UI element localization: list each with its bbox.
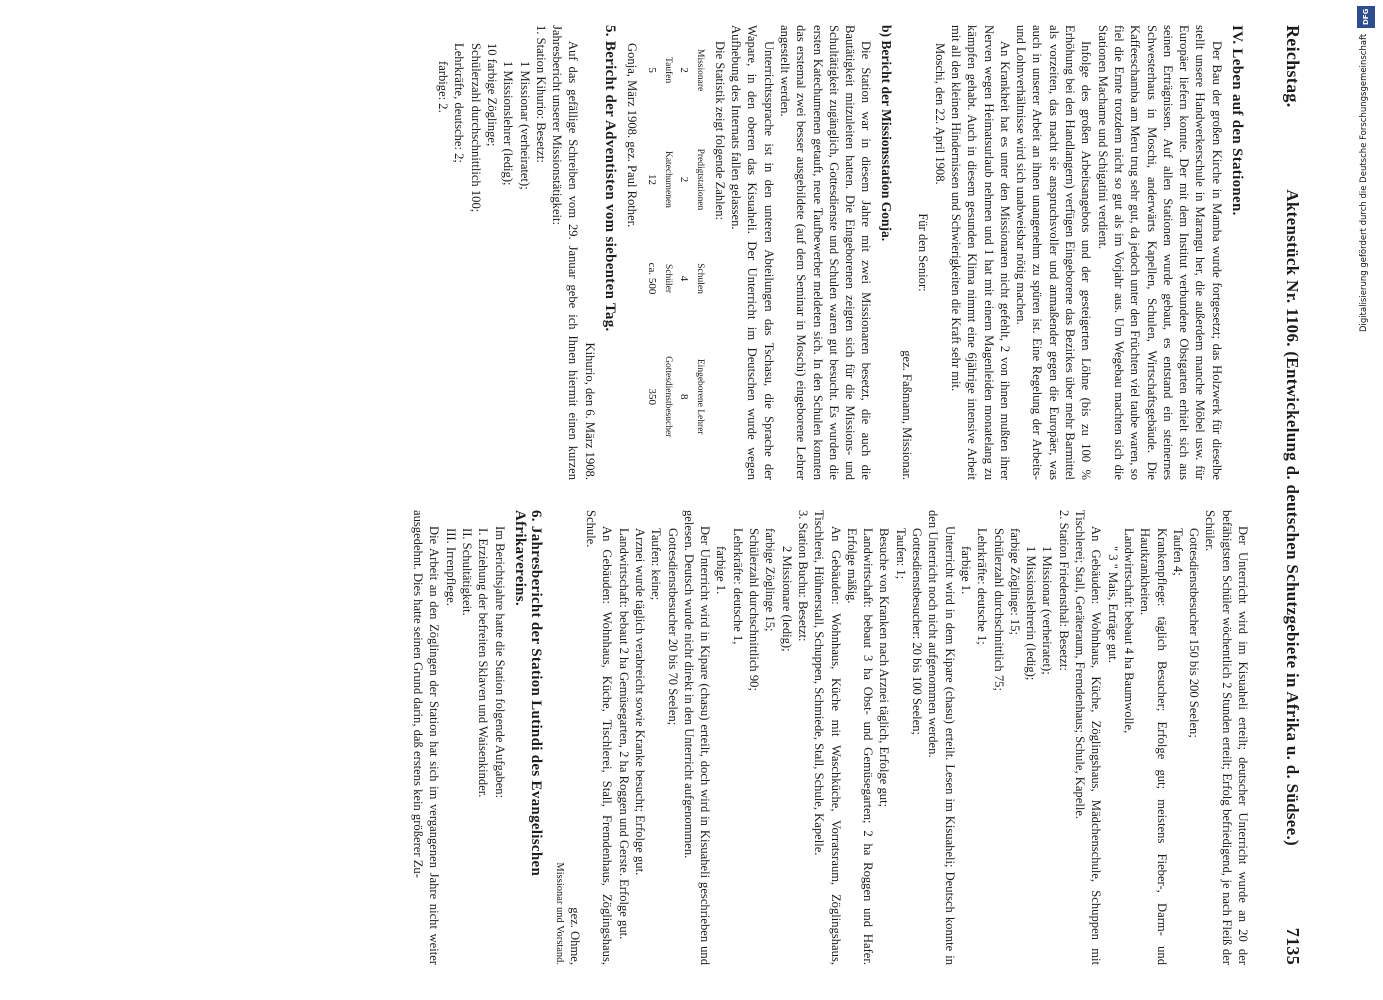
station-line: 3. Station Buchu: Besetzt: — [795, 510, 810, 642]
section-iv-heading: IV. Leben auf den Stationen. — [1229, 25, 1245, 216]
stat-label: Predigtstationen — [695, 148, 706, 211]
paragraph: Unterricht wird in dem Kipare (chasu) erteilt. Lesen im Kisuaheli; Deutsch konnte in den Unterricht noch nicht aufgenommen werden. — [926, 510, 957, 965]
dfg-logo: DFG — [1357, 6, 1375, 28]
list-item: Krankenpflege: täglich Besucher; Erfolge gut; meistens Fieber-, Darm- und Hautkrankheiten. — [1138, 528, 1169, 965]
dateline-signature: Gonja, März 1908. gez. Paul Rother. — [625, 43, 640, 228]
paragraph: Unterrichtssprache ist in den unteren Abteilungen das Tschasu, die Sprache der Wapare, in den oberen das Kisuaheli. Der Unterricht im Deutschen wurde wegen Aufhebung des Internats fallen gelassen. — [729, 25, 776, 480]
stat-value: 12 — [645, 173, 658, 185]
list-item: III. Irrenpflege. — [443, 528, 458, 606]
page-number: 7135 — [1283, 927, 1303, 965]
paragraph: Der Unterricht wird in Kipare (chasu) erteilt, doch wird in Kisuaheli geschrieben und gelesen. Deutsch wurde nicht direkt in den Unterricht aufgenommen. — [681, 510, 713, 965]
header-left: Reichstag. — [1283, 25, 1303, 108]
dateline: Moschi, den 22. April 1908. — [932, 43, 947, 185]
list-item: Taufen: keine; — [649, 528, 664, 601]
left-column — [56, 25, 1251, 480]
stat-value: ca. 500 — [645, 262, 658, 295]
stat-label: Schüler — [662, 264, 673, 294]
list-item: farbige 1. — [714, 546, 729, 595]
section-6-heading: 6. Jahresbericht der Station Lutindi des Evangelischen Afrikavereins. — [511, 510, 545, 877]
header-title: Aktenstück Nr. 1106. (Entwickelung d. deutschen Schutzgebiete in Afrika u. d. Südsee.) — [1283, 189, 1302, 846]
list-item: Arznei wurde täglich verabreicht sowie Kranke besucht; Erfolge gut. — [633, 528, 648, 876]
stat-value: 350 — [645, 388, 658, 405]
list-item: Landwirtschaft: bebaut 3 ha Obst- und Gemüsegarten; 2 ha Roggen und Hafer. Erfolge mäßig. — [844, 528, 876, 965]
paragraph: Der Bau der großen Kirche in Mamba wurde fortgesetzt; das Holzwerk für dieselbe stellt unsere Handwerkerschule in Marangu her, die außerdem manche Möbel usw. für Europäer liefern konnte. Der mit dem Institut verbundene Obstgarten erhielt sich aus seinen Erträgnissen. Auf allen Stationen wurde gebaut, es entstand ein steinernes Schwesterhaus in Moschi, anderwärts Kapellen, Schulen, Wirtschaftsgebäude. Die Kaffeeschamba am Meru trug sehr gut, da jedoch unter den Früchten viel taube waren, so fiel die Ernte trotzdem nicht so gut als im Vorjahr aus. Um Wegebau machten sich die Stationen Machame und Schigatini verdient. — [1095, 25, 1224, 480]
list-item: " 3 " Mais, Erträge gut. — [1105, 546, 1120, 663]
stat-label: Taufen — [662, 57, 673, 84]
page-header — [1263, 25, 1303, 965]
station-line: 1. Station Kihurio: Besetzt: — [533, 25, 548, 163]
paragraph: Die Statistik zeigt folgende Zahlen: — [712, 41, 727, 221]
list-item: Schülerzahl durchschnittlich 75; — [991, 528, 1006, 691]
stat-label: Missionare — [695, 49, 706, 92]
station-line: 2. Station Friedensthal: Besetzt: — [1056, 510, 1071, 671]
list-item: Taufen 4; — [1170, 528, 1185, 576]
list-item: Lehrkräfte, deutsche: 2; — [452, 43, 467, 163]
dateline: Kihurio, den 6. März 1908. — [582, 342, 597, 480]
list-item: Besuche von Kranken nach Arznei täglich, Erfolge gut; — [877, 528, 892, 808]
list-item: II. Schultätigkeit. — [460, 528, 475, 616]
list-item: farbige 1. — [958, 546, 973, 595]
paragraph: Auf das gefällige Schreiben vom 29. Januar gebe ich Ihnen hiermit einen kurzen Jahresbericht unserer Missionstätigkeit: — [550, 25, 581, 480]
paragraph: Die Station war in diesem Jahre mit zwei Missionaren besetzt, die auch die Bautätigkeit mitzuleiten hatten. Die Eingeborenen zeigten sich für die Missions- und Schultätigkeit zugänglich, Gottesdienste und Schulen waren gut besucht. Es wurden die ersten Katechumenen getauft, neue Taufbewerber meldeten sich. In den Schulen konnten das erstemal zwei besser ausgebildete (auf dem Seminar in Moschi) eingeborene Lehrer angestellt werden. — [777, 25, 874, 480]
list-item: Landwirtschaft: bebaut 2 ha Gemüsegarten, 2 ha Roggen und Gerste. Erfolge gut. — [616, 528, 631, 940]
list-item: Gottesdienstbesucher 20 bis 70 Seelen; — [665, 528, 680, 726]
signature: gez. Faßmann, Missionar. — [900, 350, 915, 480]
paragraph: Infolge des großen Arbeitsangebots und der gesteigerten Löhne (bis zu 100 % Erhöhung bei den Handlangern) verfügen Eingeborene das Bezirkes über mehr Barmittel als vorzeiten, das macht sie anspruchsvoller und anmaßender gegen die Europäer, was auch in unserer Arbeit an ihnen unangenehm zu spüren ist. Eine Regelung der Arbeits- und Lohnverhältnisse wird sich unabweisbar nötig machen. — [1014, 25, 1094, 480]
paragraph: Die Arbeit an den Zöglingen der Station hat sich im vergangenen Jahre nicht weiter ausgedehnt. Dies hatte seinen Grund darin, daß erstens kein größerer Zu- — [411, 510, 442, 965]
signature-title: Missionar und Vorstand. — [553, 862, 565, 965]
paragraph: An Gebäuden: Wohnhaus, Küche, Tischlerei, Stall, Fremdenhaus, Zöglingshaus, Schule. — [584, 510, 615, 965]
signature-line: Für den Senior: — [916, 213, 931, 292]
list-item: farbige Zöglinge: 15; — [1007, 528, 1022, 636]
list-item: 10 farbige Zöglinge; — [484, 43, 499, 147]
stat-value: 4 — [678, 275, 691, 282]
list-item: Gottesdienstbesucher 150 bis 200 Seelen; — [1187, 528, 1202, 738]
statistics-table — [643, 25, 708, 480]
list-item: Gottesdienstbesucher: 20 bis 100 Seelen; — [910, 528, 925, 736]
paragraph: An Gebäuden: Wohnhaus, Küche, Zöglingshaus, Mädchenschule, Schuppen mit Tischlerei; Stall, Geräteraum, Fremdenhaus; Schule, Kapelle. — [1073, 510, 1104, 965]
stat-value: 2 — [678, 67, 691, 73]
list-item: Landwirtschaft: bebaut 4 ha Baumwolle, — [1121, 528, 1136, 734]
list-item: 1 Missionslehrer (ledig); — [501, 61, 516, 186]
section-b-heading: b) Bericht der Missionsstation Gonja. — [878, 25, 894, 242]
signature: gez. Ohme, — [567, 907, 582, 965]
stat-label: Schulen — [695, 263, 706, 294]
stat-label: Katechumenen — [662, 150, 673, 208]
list-item: Lehrkräfte: deutsche 1; — [975, 528, 990, 645]
stat-value: 5 — [645, 67, 658, 73]
stat-label: Gottesdienstbesucher — [662, 356, 673, 438]
stat-value: 2 — [678, 176, 691, 183]
list-item: farbige: 2. — [436, 61, 451, 113]
list-item: farbige Zöglinge 15; — [763, 528, 778, 632]
list-item: 1 Missionar (verheiratet); — [1040, 546, 1055, 675]
list-item: Taufen: 1; — [893, 528, 908, 580]
list-item: Lehrkräfte: deutsche 1, — [730, 528, 745, 645]
list-item: I. Erziehung der befreiten Sklaven und Waisenkinder. — [476, 528, 491, 798]
stat-label: Eingeborene Lehrer — [695, 358, 706, 435]
list-item: 1 Missionslehrerin (ledig); — [1024, 546, 1039, 681]
rotated-page — [48, 25, 1303, 965]
list-item: 2 Missionare (ledig); — [779, 546, 794, 652]
paragraph: Der Unterricht wird im Kisuaheli erteilt; deutscher Unterricht wurde an 20 der befähigtsten Schüler wöchentlich 2 Stunden erteilt; Erfolg befriedigend, je nach Fleiß der Schüler. — [1203, 510, 1250, 965]
stat-value: 8 — [678, 393, 691, 400]
list-item: 1 Missionar (verheiratet); — [517, 61, 532, 190]
list-item: Schülerzahl durchschnittlich 90; — [747, 528, 762, 691]
paragraph: An Gebäuden: Wohnhaus, Küche mit Waschküche, Vorratsraum, Zöglingshaus, Tischlerei, Hühnerstall, Schuppen, Schmiede, Stall, Schule, Kapelle. — [812, 510, 843, 965]
paragraph: An Krankheit hat es unter den Missionaren nicht gefehlt, 2 von ihnen mußten ihrer Nerven wegen Heimatsurlaub nehmen und 1 hat mit einem Magenleiden monatelang zu kämpfen gehabt. Auch in diesem gesunden Klima nimmt eine 6jährige intensive Arbeit mit all den kleinen Hindernissen und Schwierigkeiten die Kraft sehr mit. — [948, 25, 1012, 480]
list-item: Schülerzahl durchschnittlich 100; — [468, 43, 483, 213]
paragraph: Im Berichtsjahre hatte die Station folgende Aufgaben: — [492, 526, 507, 799]
right-column — [56, 510, 1251, 965]
digitization-credit: Digitalisierung gefördert durch die Deutsche Forschungsgemeinschaft — [1359, 34, 1369, 333]
section-5-heading: 5. Bericht der Adventisten vom siebenten Tag. — [602, 25, 619, 332]
